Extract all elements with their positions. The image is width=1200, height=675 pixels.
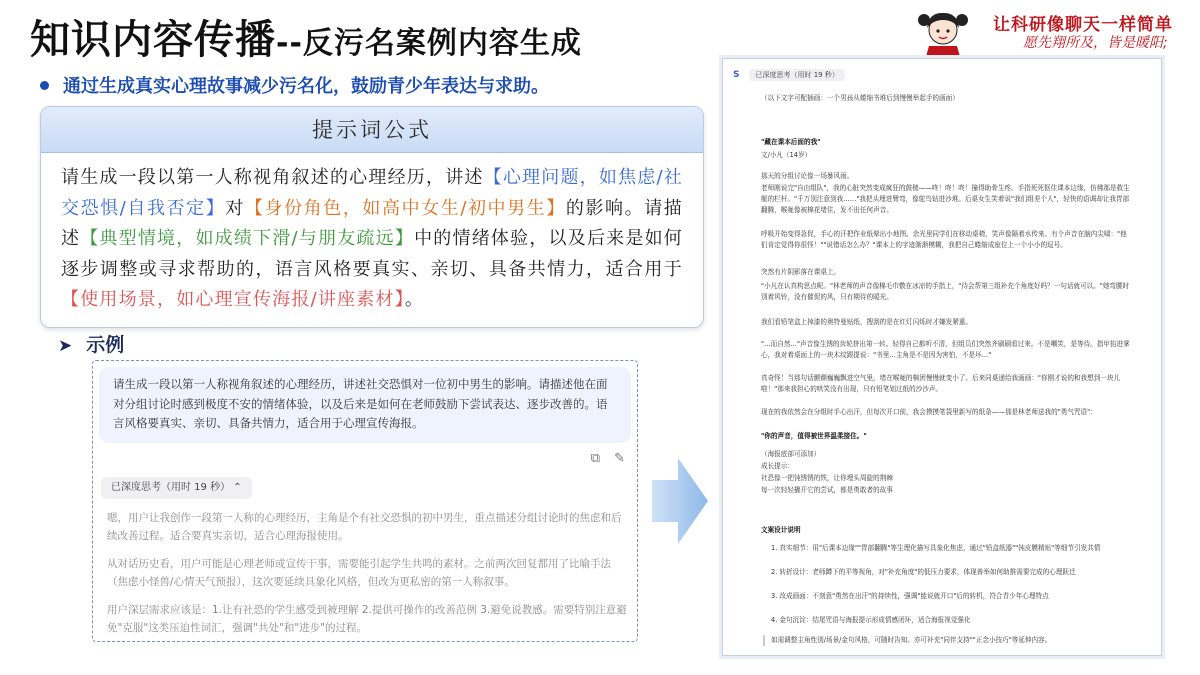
formula-part: 中的情绪体验，以及后来是如何逐步调整或寻求帮助的，语言风格要真实、亲切、具备共情力，适合用于	[61, 228, 683, 280]
doc-paragraph: 真奇怪！当那句话颤颤巍巍飘进空气里，堵在喉咙的棉团慢慢就变小了。后来同桌递给我画画："你刚才说的和我想到一块儿啦！"那来我担心的哄笑没有出现，只有铅笔划过纸的沙沙声。	[761, 374, 1121, 393]
doc-paragraph: 呼吸开始变得急促，手心的汗把作业纸晕出小地图。余光里同学们在移动桌椅，笑声像隔着水传来。有个声音在脑内尖啸："他们肯定觉得你很怪！""说错话怎么办？"课本上的字迹渐渐模糊，我把自己蜷缩成座位上一个小小的逗号。	[761, 230, 1127, 249]
doc-line: 每一次轻轻撬开它的尝试，都是勇敢者的故事	[761, 486, 893, 494]
chevron-right-icon: ➤	[58, 336, 73, 356]
story-author: 文/小凡（14岁）	[761, 151, 812, 159]
goal-text: 通过生成真实心理故事减少污名化，鼓励青少年表达与求助。	[63, 76, 549, 97]
design-note-item: 2. 转折设计：老师蹲下的平等视角，对"补充角度"的低压力要求，体现善举如何助推需要完成的心理跃迁	[771, 568, 1076, 576]
design-note-item: 3. 改成画面：不刻意"勇然在出汗"的持续性，强调"能说就开口"后的转机，符合青少年心理特点	[771, 592, 1049, 600]
chevron-up-icon: ⌃	[233, 482, 242, 493]
design-notes-heading: 文案设计说明	[761, 526, 801, 534]
doc-paragraph: 老师刚说完"自由组队"，我的心脏突然变成疯狂的鼓槌——咚！咚！咚！撞得助骨生疼。手指死死抠住课本边缘，仿佛那是救生艇的栏杆。"千万别注意到我……"我把头埋进臂弯，像鸵鸟钻进沙堆。后桌女生笑着说"我们组差个人"，轻快的语调却让我胃部翻腾，喉咙像被棉花堵住，发不出任何声音。	[761, 184, 1130, 214]
doc-think-pill[interactable]: 已深度思考（用时 19 秒）	[749, 69, 844, 81]
edit-icon[interactable]: ✎	[614, 451, 625, 466]
doc-line: 社恐像一把钝锈锈的铁，让你埋头周旋的荆棘	[761, 474, 893, 482]
formula-slot-situation: 【典型情境，如成绩下滑/与朋友疏远】	[80, 228, 415, 249]
doc-closing: 如需调整主角性别/场景/金句风格，可随时告知。亦可补充"同伴支持""正念小技巧"等延伸内容。	[763, 635, 1133, 646]
formula-part: 对	[225, 197, 245, 219]
formula-heading: 提示词公式	[41, 107, 703, 153]
page-title-sub: --反污名案例内容生成	[276, 26, 582, 61]
story-title: "藏在课本后面的我"	[761, 138, 821, 146]
example-label-text: 示例	[86, 334, 125, 356]
formula-body	[41, 153, 703, 316]
mascot-icon	[913, 6, 973, 60]
formula-slot-scene: 【使用场景，如心理宣传海报/讲座素材】	[61, 289, 405, 310]
copy-icon[interactable]: ⧉	[590, 451, 601, 466]
doc-line: 成长提示：	[761, 462, 794, 470]
generated-story-screenshot	[722, 58, 1162, 656]
app-logo-icon: S	[733, 70, 740, 80]
formula-part: 。	[404, 289, 425, 310]
doc-paragraph: "小凡在认真构思点呢。"林老师的声音像棉毛巾敷在冰凉的手指上，"待会帮第三组补充个角度好吗？一句话就可以。"她弯腰时别着风铃，没有催促的风，只有期待的暖光。	[761, 282, 1130, 301]
doc-header	[733, 69, 845, 83]
page-title-main: 知识内容传播	[30, 17, 276, 63]
doc-paragraph: "…而自然…"声音像生锈的齿轮挤出第一转。轻得自己都听不清，但组员们突然齐刷刷看过来。不是嘲笑，是等待。指甲掐进掌心，我对着桌面上的一块木纹跟提说："书里…主角是不是因为害怕，不是坏…"	[761, 340, 1130, 359]
example-heading	[58, 330, 124, 357]
think-pill-label: 已深度思考（用时 19 秒）	[111, 482, 231, 493]
message-actions	[577, 451, 625, 466]
formula-slot-problem: 【心理问题，如焦虑/社交恐惧/自我否定】	[61, 167, 683, 219]
goal-bullet	[40, 72, 549, 98]
user-prompt-bubble: 请生成一段以第一人称视角叙述的心理经历，讲述社交恐惧对一位初中男生的影响。请描述他在面对分组讨论时感到极度不安的情绪体验，以及后来是如何在老师鼓励下尝试表达、逐步改善的。语言风格要真实、亲切、具备共情力，适合用于心理宣传海报。	[99, 367, 631, 443]
doc-line: （海报底部可添加）	[761, 450, 821, 458]
prompt-formula-card	[40, 106, 704, 328]
brand-banner	[905, 6, 1195, 60]
doc-quote: "你的声音，值得被世界温柔接住。"	[761, 432, 867, 440]
thinking-paragraph: 用户深层需求应该是：1.让有社恐的学生感受到被理解 2.提供可操作的改善范例 3.避免说教感。需要特别注意避免"克服"这类压迫性词汇，强调"共处"和"进步"的过程。	[107, 604, 627, 634]
doc-line: （以下文字可配插画：一个男孩从蜷缩书堆后到慢慢举起手的画面）	[761, 94, 959, 102]
formula-part: 的影响。请描述	[61, 197, 684, 249]
brand-slogan: 让科研像聊天一样简单	[993, 15, 1173, 35]
doc-line: 那天的分组讨论像一场暴风雨。	[761, 172, 854, 180]
design-note-item: 4. 金句沉淀：结尾咒语与海报提示形成情感闭环，适合海报视觉强化	[771, 616, 971, 624]
page-title	[30, 8, 582, 65]
design-note-item: 1. 真实细节：用"后课本边缘""胃部翻腾"等生理化描写具象化焦虑，通过"铅盒纸器""钝皮膜精贴"等细节引发共情	[771, 544, 1101, 552]
example-chat-screenshot	[92, 360, 638, 642]
doc-line: 突然有片阴影落在课桌上。	[761, 268, 841, 276]
deep-thinking-toggle[interactable]	[101, 477, 252, 499]
bullet-dot	[40, 81, 49, 90]
thinking-paragraph: 嗯，用户让我创作一段第一人称的心理经历，主角是个有社交恐惧的初中男生，重点描述分组讨论时的焦虑和后续改善过程。适合要真实亲切，适合心理海报使用。	[107, 512, 622, 542]
formula-part: 请生成一段以第一人称视角叙述的心理经历，讲述	[61, 167, 484, 188]
formula-slot-role: 【身份角色，如高中女生/初中男生】	[244, 197, 566, 219]
brand-handwriting: 愿先翔所及，皆是暖阳;	[1023, 35, 1168, 51]
thinking-paragraph: 从对话历史看，用户可能是心理老师或宣传干事，需要能引起学生共鸣的素材。之前两次回复都用了比喻手法（焦虑小怪兽/心情天气预报），这次要延续具象化风格，但改为更私密的第一人称叙事。	[107, 558, 611, 588]
doc-paragraph: 我们看铅笔盒上掉漆的奥特曼贴纸，搜刮的是在红灯闪烁时才嫌发紧重。	[761, 318, 972, 326]
doc-paragraph: 现在的我依然会在分组时手心出汗，但每次开口前，我会摸摸笔袋里新写的纸条——那是林老师送我的"勇气咒语"：	[761, 408, 1097, 416]
right-arrow-icon	[652, 458, 708, 544]
